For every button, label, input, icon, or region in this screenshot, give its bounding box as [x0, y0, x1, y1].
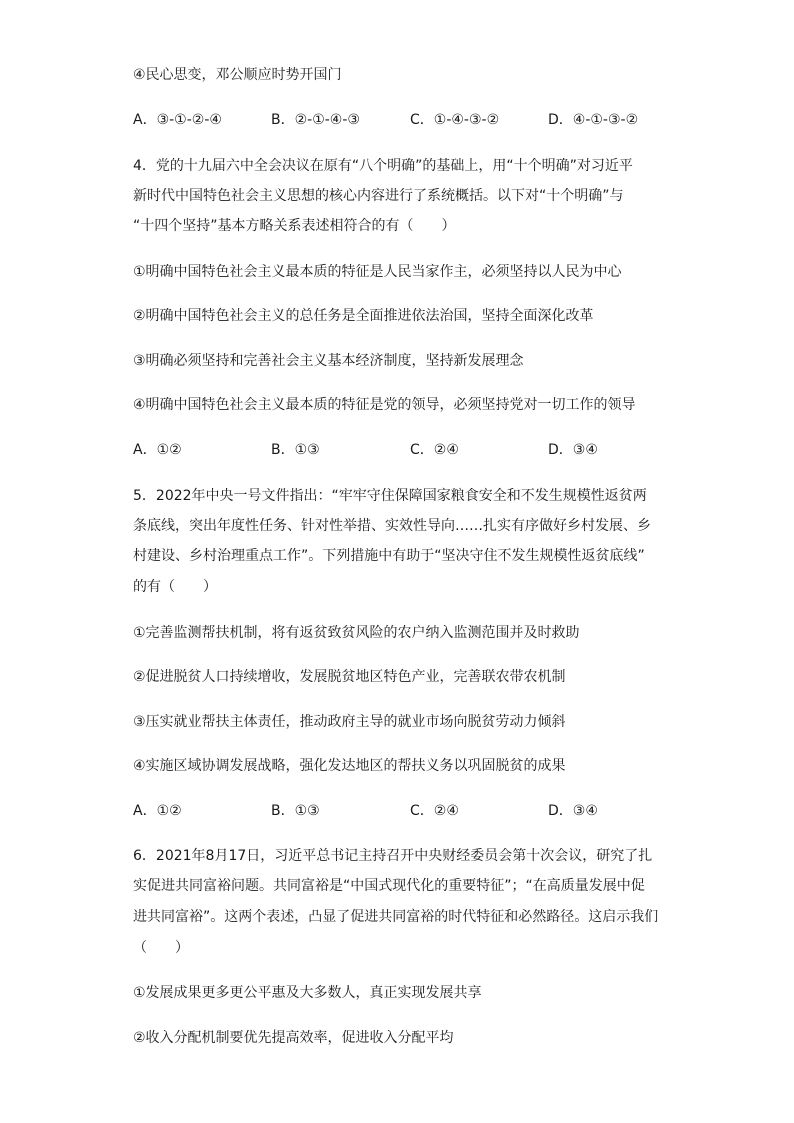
q6-statement-2: ②收入分配机制要优先提高效率，促进收入分配平均 — [133, 1030, 454, 1046]
q5-stem-line-4: 的有（ ） — [133, 579, 217, 595]
q5-stem-line-2: 条底线，突出年度性任务、针对性举措、实效性导向……扎实有序做好乡村发展、乡 — [133, 518, 651, 534]
statement-4-prev: ④民心思变，邓公顺应时势开国门 — [133, 67, 342, 83]
q6-stem-line-2: 实促进共同富裕问题。共同富裕是“中国式现代化的重要特征”；“在高质量发展中促 — [133, 878, 645, 894]
q4-option-d[interactable]: D．③④ — [548, 442, 598, 458]
q5-statement-2: ②促进脱贫人口持续增收，发展脱贫地区特色产业，完善联农带农机制 — [133, 669, 566, 685]
option-c[interactable]: C．①-④-③-② — [410, 112, 500, 128]
q4-statement-4: ④明确中国特色社会主义最本质的特征是党的领导，必须坚持党对一切工作的领导 — [133, 397, 636, 413]
q5-statement-1: ①完善监测帮扶机制，将有返贫致贫风险的农户纳入监测范围并及时救助 — [133, 625, 580, 641]
q5-option-c[interactable]: C．②④ — [410, 803, 459, 819]
q6-statement-1: ①发展成果更多更公平惠及大多数人，真正实现发展共享 — [133, 985, 482, 1001]
q4-statement-3: ③明确必须坚持和完善社会主义基本经济制度，坚持新发展理念 — [133, 353, 524, 369]
q4-stem-line-2: 新时代中国特色社会主义思想的核心内容进行了系统概括。以下对“十个明确”与 — [133, 188, 624, 204]
q4-options-row — [133, 440, 673, 460]
q5-option-b[interactable]: B．①③ — [271, 803, 320, 819]
q4-option-b[interactable]: B．①③ — [271, 442, 320, 458]
option-a[interactable]: A．③-①-②-④ — [133, 112, 222, 128]
q4-option-c[interactable]: C．②④ — [410, 442, 459, 458]
q5-stem-line-1: 5．2022年中央一号文件指出：“牢牢守住保障国家粮食安全和不发生规模性返贫两 — [133, 488, 647, 504]
q4-stem-line-1: 4．党的十九届六中全会决议在原有“八个明确”的基础上，用“十个明确”对习近平 — [133, 158, 633, 174]
option-b[interactable]: B．②-①-④-③ — [271, 112, 360, 128]
q4-option-a[interactable]: A．①② — [133, 442, 182, 458]
q4-stem-line-3: “十四个坚持”基本方略关系表述相符合的有（ ） — [133, 218, 456, 234]
q4-statement-2: ②明确中国特色社会主义的总任务是全面推进依法治国，坚持全面深化改革 — [133, 308, 594, 324]
q5-statement-3: ③压实就业帮扶主体责任，推动政府主导的就业市场向脱贫劳动力倾斜 — [133, 714, 566, 730]
q5-options-row — [133, 801, 673, 821]
option-d[interactable]: D．④-①-③-② — [548, 112, 639, 128]
q5-statement-4: ④实施区域协调发展战略，强化发达地区的帮扶义务以巩固脱贫的成果 — [133, 758, 566, 774]
q6-stem-line-1: 6．2021年8月17日，习近平总书记主持召开中央财经委员会第十次会议，研究了扎 — [133, 848, 653, 864]
q6-stem-line-3: 进共同富裕”。这两个表述，凸显了促进共同富裕的时代特征和必然路径。这启示我们 — [133, 909, 659, 925]
q4-statement-1: ①明确中国特色社会主义最本质的特征是人民当家作主，必须坚持以人民为中心 — [133, 264, 622, 280]
q5-option-a[interactable]: A．①② — [133, 803, 182, 819]
options-row-prev — [133, 110, 673, 130]
q6-stem-line-4: （ ） — [133, 940, 189, 956]
q5-stem-line-3: 村建设、乡村治理重点工作”。下列措施中有助于“坚决守住不发生规模性返贫底线” — [133, 548, 645, 564]
q5-option-d[interactable]: D．③④ — [548, 803, 598, 819]
